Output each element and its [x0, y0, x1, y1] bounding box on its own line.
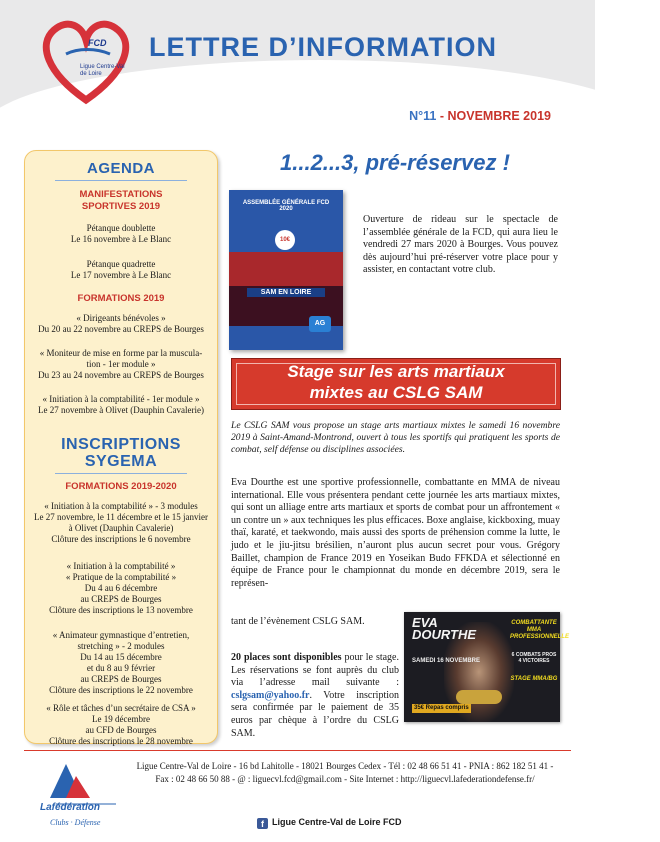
- manifestations-title-line1: MANIFESTATIONS: [79, 189, 163, 200]
- email-link[interactable]: cslgsam@yahoo.fr: [231, 689, 310, 701]
- footer-address: Ligue Centre-Val de Loire - 16 bd Lahitolle - 18021 Bourges Cedex - Tél : 02 48 66 51 41 - PNIA : 862 182 51 41 -: [136, 761, 554, 771]
- inscription-line: « Animateur gymnastique d’entretien,: [52, 630, 190, 640]
- inscription-line: Du 14 au 15 décembre: [80, 652, 162, 662]
- inscription-line: Clôture des inscriptions le 6 novembre: [51, 534, 191, 544]
- article-lead: Le CSLG SAM vous propose un stage arts martiaux mixtes le samedi 16 novembre 2019 à Saint-Amand-Montrond, ouvert à tous les sportifs qui pratiquent les sports de combat, self défense ou disciplines associées.: [231, 420, 560, 455]
- banner-title-line2: mixtes au CSLG SAM: [309, 383, 483, 402]
- issue-separator: -: [436, 109, 448, 123]
- poster-last-name: DOURTHE: [412, 627, 477, 642]
- inscription-line: Du 4 au 6 décembre: [84, 583, 158, 593]
- formation-line: Le 27 novembre à Olivet (Dauphin Cavalerie): [38, 405, 204, 415]
- places-highlight: 20 places sont disponibles: [231, 652, 342, 663]
- inscription-line: Clôture des inscriptions le 13 novembre: [49, 605, 193, 615]
- poster-name: [412, 617, 476, 641]
- event-name: Pétanque quadrette: [86, 259, 156, 269]
- formation-line: « Moniteur de mise en forme par la muscula-: [39, 348, 203, 358]
- inscription-line: « Pratique de la comptabilité »: [65, 572, 177, 582]
- inscription-item: [31, 703, 211, 747]
- article-body: Eva Dourthe est une sportive professionnelle, combattante en MMA de niveau international. Elle vous présentera pendant cette journée les arts martiaux mixtes, qui sont un alliage entre arts martiaux et sports de combat pour un affrontement « un contre un » aux techniques les plus efficaces. Boxe anglaise, kickboxing, muay thaï, karaté, et taekwondo, mais aussi des sports de préhension comme la lutte, le judo et le jiu-jitsu brésilien, n’auront plus aucun secret pour vous. Grégory Baillet, champion de France 2019 en Yoseikan Budo FFKDA et sélectionné en équipe de France pour le championnat du monde en décembre 2019, sera le représen-: [231, 477, 560, 589]
- inscription-line: au CFD de Bourges: [85, 725, 157, 735]
- page-title: LETTRE D’INFORMATION: [149, 32, 497, 62]
- inscription-line: Le 19 décembre: [92, 714, 150, 724]
- issue-number: N°11: [409, 109, 437, 123]
- divider: [55, 180, 187, 181]
- inscription-line: et du 8 au 9 février: [86, 663, 156, 673]
- inscription-line: « Initiation à la comptabilité »: [66, 561, 176, 571]
- inscriptions-title: [25, 436, 217, 470]
- poster-date: SAMEDI 16 NOVEMBRE: [412, 658, 481, 664]
- divider: [55, 473, 187, 474]
- inscriptions-subtitle: FORMATIONS 2019-2020: [65, 481, 177, 492]
- poster-show-title: SAM EN LOIRE: [247, 288, 325, 297]
- lafederation-logo-subtitle: Clubs · Défense: [50, 818, 101, 827]
- poster-label: ASSEMBLÉE GÉNÉRALE FCD 2020: [242, 200, 330, 212]
- agenda-sidebar: [24, 150, 218, 744]
- poster-tagline: COMBATTANTE MMA PROFESSIONNELLE: [510, 620, 570, 640]
- formation-line: tion - 1er module »: [86, 359, 156, 369]
- banner-title: [232, 361, 560, 403]
- formation-line: Du 23 au 24 novembre au CREPS de Bourges: [38, 370, 204, 380]
- formation-item: [31, 348, 211, 381]
- footer-divider: [24, 750, 571, 751]
- article-intro-text: Ouverture de rideau sur le spectacle de l’assemblée générale de la FCD, qui aura lieu le vendredi 27 mars 2020 à Bourges. Vous pouvez dès aujourd’hui pré-réserver votre place pour y assister, en contactant votre club.: [363, 214, 558, 276]
- manifestations-title-line2: SPORTIVES 2019: [81, 201, 161, 212]
- poster-stats: 6 COMBATS PROS 4 VICTOIRES: [511, 652, 557, 664]
- manifestations-title: [25, 189, 217, 213]
- footer-fax-email-site: Fax : 02 48 66 50 88 - @ : liguecvl.fcd@gmail.com - Site Internet : http://liguecvl.lafederationdefense.fr/: [155, 774, 535, 784]
- event-date: Le 17 novembre à Le Blanc: [70, 270, 172, 280]
- poster-badge: AG: [309, 316, 331, 332]
- event-date: Le 16 novembre à Le Blanc: [70, 234, 172, 244]
- inscription-line: au CREPS de Bourges: [80, 674, 162, 684]
- inscription-line: « Initiation à la comptabilité » - 3 modules: [44, 501, 198, 511]
- formation-line: « Initiation à la comptabilité - 1er module »: [42, 394, 200, 404]
- inscription-line: stretching » - 2 modules: [77, 641, 165, 651]
- poster-stage-label: STAGE MMA/BG: [510, 676, 558, 682]
- article-body-end: tant de l’évènement CSLG SAM.: [231, 616, 365, 627]
- poster-price-tag: 35€ Repas compris: [414, 705, 469, 711]
- formation-item: [31, 313, 211, 335]
- reservation-paragraph: [231, 652, 399, 740]
- stage-banner: [231, 358, 561, 410]
- inscription-line: Le 27 novembre, le 11 décembre et le 15 janvier: [33, 512, 209, 522]
- inscriptions-title-line1: INSCRIPTIONS: [61, 436, 181, 453]
- inscription-line: Clôture des inscriptions le 22 novembre: [49, 685, 193, 695]
- event-item: [31, 223, 211, 245]
- inscription-item: [31, 501, 211, 545]
- inscription-line: à Olivet (Dauphin Cavalerie): [68, 523, 174, 533]
- poster-price: 10€: [275, 230, 295, 250]
- facebook-icon[interactable]: f: [257, 818, 268, 829]
- inscription-line: Clôture des inscriptions le 28 novembre: [49, 736, 193, 746]
- article-headline: 1...2...3, pré-réservez !: [280, 150, 510, 175]
- inscription-item: [31, 630, 211, 696]
- inscription-line: « Rôle et tâches d’un secrétaire de CSA »: [46, 703, 196, 713]
- inscription-line: au CREPS de Bourges: [80, 594, 162, 604]
- issue-month: NOVEMBRE 2019: [447, 109, 551, 123]
- inscriptions-title-line2: SYGEMA: [84, 453, 158, 470]
- issue-label: [409, 109, 551, 123]
- places-text: pour le stage. Les réservations se font auprès du club via l’adresse mail suivante :: [231, 652, 399, 689]
- facebook-page-link[interactable]: Ligue Centre-Val de Loire FCD: [272, 817, 402, 827]
- footer-contact: [130, 760, 560, 786]
- poster-stage-top: [229, 252, 343, 286]
- banner-title-line1: Stage sur les arts martiaux: [287, 362, 505, 381]
- fcd-logo: [36, 14, 136, 106]
- formations-title: FORMATIONS 2019: [77, 293, 165, 304]
- event-item: [31, 259, 211, 281]
- eva-dourthe-poster-image: [404, 612, 570, 722]
- logo-text: FCD: [88, 38, 107, 48]
- logo-subtitle: Ligue Centre-Val de Loire: [80, 64, 125, 77]
- poster-first-name: EVA: [412, 615, 438, 630]
- agenda-title: AGENDA: [86, 160, 155, 177]
- event-name: Pétanque doublette: [86, 223, 156, 233]
- lafederation-logo-text: Lafédération: [40, 802, 101, 813]
- payment-text: . Votre inscription sera confirmée par le paiement de 35 euros par chèque à l’ordre du CSLG SAM.: [231, 689, 399, 739]
- championship-belt: [456, 690, 502, 704]
- formation-item: [31, 394, 211, 416]
- formation-line: Du 20 au 22 novembre au CREPS de Bourges: [38, 324, 204, 334]
- assembly-poster-image: [229, 190, 343, 350]
- inscription-item: [31, 561, 211, 616]
- formation-line: « Dirigeants bénévoles »: [76, 313, 166, 323]
